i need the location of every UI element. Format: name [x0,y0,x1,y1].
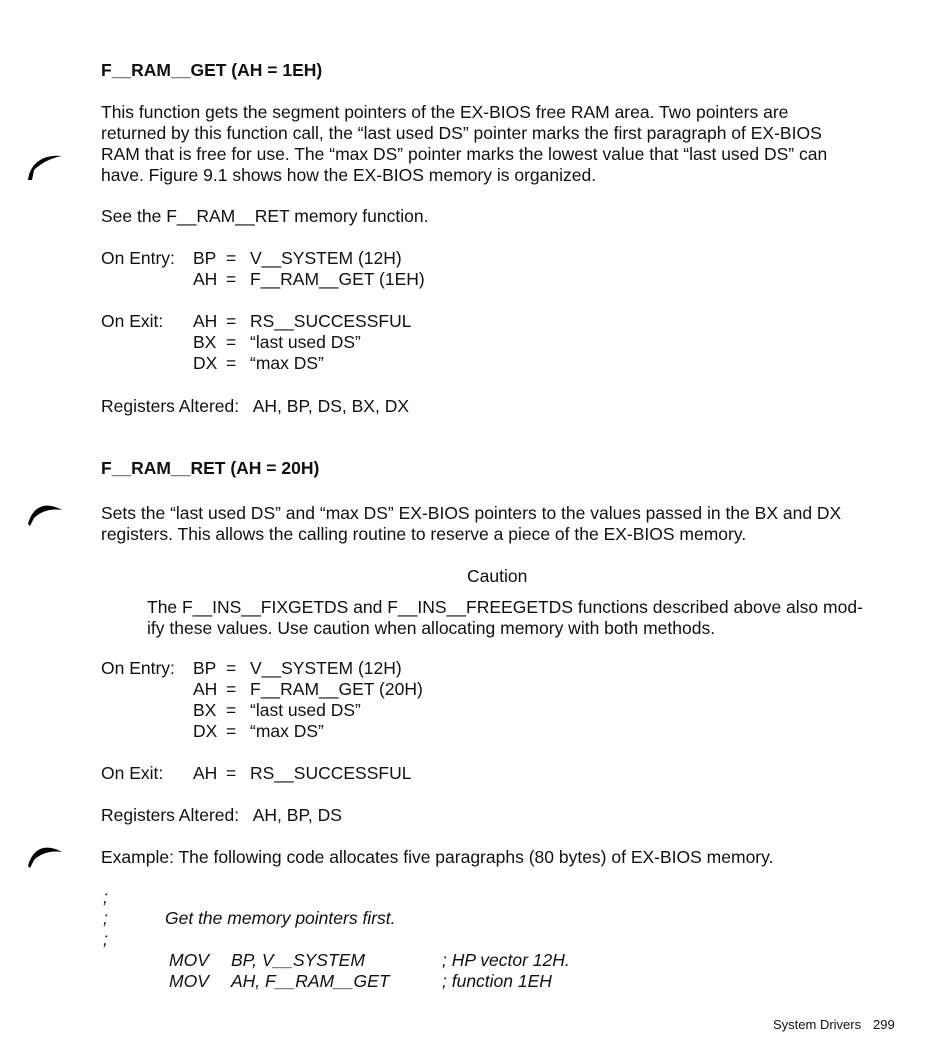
code-semicolon: ; [103,929,108,949]
equals-sign: = [226,311,237,331]
footer-section: System Drivers [773,1017,862,1032]
code-comment: Get the memory pointers first. [165,908,396,928]
register-value: “max DS” [250,721,324,741]
see-also-text: See the F__RAM__RET memory function. [101,206,429,226]
register-name: BX [193,700,217,720]
margin-mark-icon [26,150,64,182]
description-ram-ret [101,503,841,545]
caution-line: The F__INS__FIXGETDS and F__INS__FREEGETDS functions described above also mod- [147,597,863,617]
page-number: 299 [873,1017,895,1032]
description-ram-get [101,102,827,186]
example-intro: Example: The following code allocates five paragraphs (80 bytes) of EX-BIOS memory. [101,847,774,867]
register-value: RS__SUCCESSFUL [250,763,412,783]
code-opcode: MOV [169,950,209,970]
section-heading-ram-get: F__RAM__GET (AH = 1EH) [101,60,323,80]
on-exit-label: On Exit: [101,763,164,783]
code-semicolon: ; [103,908,108,928]
code-opcode: MOV [169,971,209,991]
description-line: This function gets the segment pointers of the EX-BIOS free RAM area. Two pointers are [101,102,789,122]
margin-mark-icon [26,840,64,872]
equals-sign: = [226,763,237,783]
register-name: DX [193,721,218,741]
on-entry-label: On Entry: [101,248,175,268]
code-semicolon: ; [103,887,108,907]
equals-sign: = [226,269,237,289]
register-name: BP [193,248,217,268]
caution-line: ify these values. Use caution when allocating memory with both methods. [147,618,716,638]
description-line: returned by this function call, the “last used DS” pointer marks the first paragraph of EX-BIOS [101,123,822,143]
caution-title: Caution [467,566,528,586]
register-name: BP [193,658,217,678]
description-line: RAM that is free for use. The “max DS” pointer marks the lowest value that “last used DS” can [101,144,828,164]
register-name: AH [193,269,218,289]
register-name: AH [193,679,218,699]
register-name: AH [193,763,218,783]
register-value: F__RAM__GET (20H) [250,679,423,699]
register-value: “last used DS” [250,332,361,352]
equals-sign: = [226,658,237,678]
equals-sign: = [226,248,237,268]
equals-sign: = [226,332,237,352]
description-line: have. Figure 9.1 shows how the EX-BIOS memory is organized. [101,165,597,185]
equals-sign: = [226,700,237,720]
code-line-comment: ; HP vector 12H. [442,950,570,970]
section-heading-ram-ret: F__RAM__RET (AH = 20H) [101,458,320,478]
description-line: registers. This allows the calling routine to reserve a piece of the EX-BIOS memory. [101,524,747,544]
register-value: V__SYSTEM (12H) [250,658,402,678]
on-exit-label: On Exit: [101,311,164,331]
register-value: F__RAM__GET (1EH) [250,269,425,289]
caution-text [147,597,863,639]
description-line: Sets the “last used DS” and “max DS” EX-BIOS pointers to the values passed in the BX and DX [101,503,842,523]
register-name: AH [193,311,218,331]
equals-sign: = [226,679,237,699]
register-value: “max DS” [250,353,324,373]
equals-sign: = [226,353,237,373]
equals-sign: = [226,721,237,741]
register-name: DX [193,353,218,373]
register-value: RS__SUCCESSFUL [250,311,412,331]
registers-altered: Registers Altered: AH, BP, DS [101,805,342,825]
code-line-comment: ; function 1EH [442,971,552,991]
register-value: V__SYSTEM (12H) [250,248,402,268]
code-operands: BP, V__SYSTEM [231,950,365,970]
register-name: BX [193,332,217,352]
margin-mark-icon [26,498,64,530]
registers-altered: Registers Altered: AH, BP, DS, BX, DX [101,396,410,416]
register-value: “last used DS” [250,700,361,720]
code-operands: AH, F__RAM__GET [231,971,390,991]
on-entry-label: On Entry: [101,658,175,678]
